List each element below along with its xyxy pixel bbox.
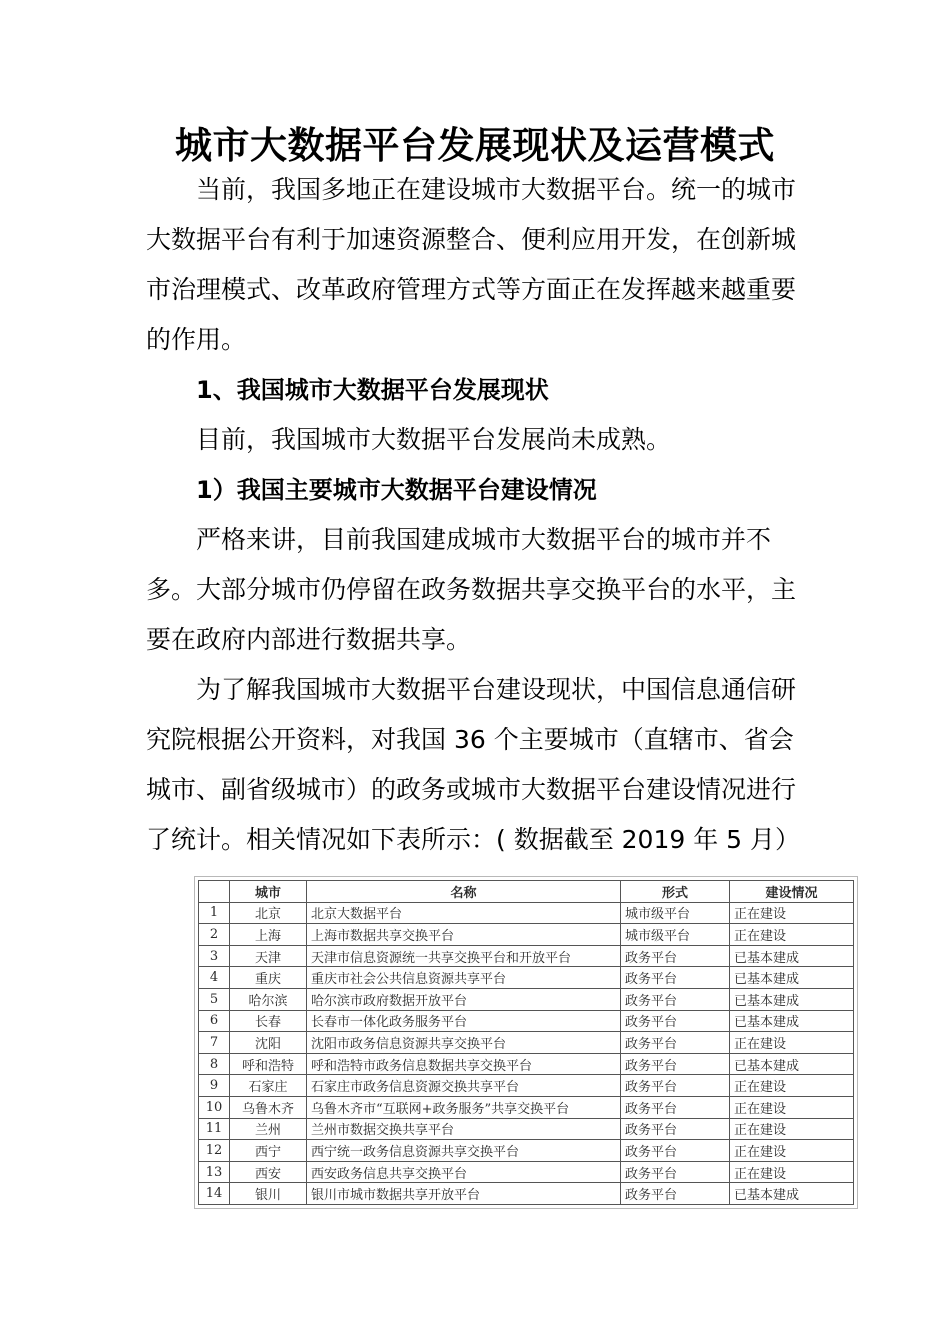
- table-row: [199, 924, 854, 946]
- cell-city: 哈尔滨: [230, 988, 307, 1010]
- header-form: 形式: [621, 881, 730, 903]
- cell-city: 长春: [230, 1010, 307, 1032]
- cell-status: 正在建设: [730, 1032, 854, 1054]
- cell-platform-name: 沈阳市政务信息资源共享交换平台: [307, 1032, 621, 1054]
- cell-index: 10: [199, 1096, 230, 1118]
- table-header-row: [199, 881, 854, 903]
- cell-form: 政务平台: [621, 1075, 730, 1097]
- cell-index: 2: [199, 924, 230, 946]
- table-row: [199, 1010, 854, 1032]
- table-row: [199, 902, 854, 924]
- cell-index: 9: [199, 1075, 230, 1097]
- cell-city: 重庆: [230, 967, 307, 989]
- table-row: [199, 967, 854, 989]
- cell-status: 正在建设: [730, 924, 854, 946]
- cell-form: 政务平台: [621, 945, 730, 967]
- cell-index: 8: [199, 1053, 230, 1075]
- section-heading-1: 1、我国城市大数据平台发展现状: [196, 376, 549, 404]
- cell-status: 已基本建成: [730, 988, 854, 1010]
- page-title: 城市大数据平台发展现状及运营模式: [175, 123, 775, 167]
- overview-paragraph: 严格来讲，目前我国建成城市大数据平台的城市并不多。大部分城市仍停留在政务数据共享交换平台的水平，主要在政府内部进行数据共享。: [146, 525, 797, 654]
- cell-city: 天津: [230, 945, 307, 967]
- cell-platform-name: 乌鲁木齐市“互联网+政务服务”共享交换平台: [307, 1096, 621, 1118]
- cell-form: 政务平台: [621, 1140, 730, 1162]
- header-index: [199, 881, 230, 903]
- cell-index: 4: [199, 967, 230, 989]
- cell-index: 1: [199, 902, 230, 924]
- cell-platform-name: 长春市一体化政务服务平台: [307, 1010, 621, 1032]
- table-row: [199, 945, 854, 967]
- cell-form: 政务平台: [621, 1161, 730, 1183]
- cell-form: 政务平台: [621, 1032, 730, 1054]
- cell-platform-name: 西安政务信息共享交换平台: [307, 1161, 621, 1183]
- cell-city: 兰州: [230, 1118, 307, 1140]
- cell-status: 正在建设: [730, 1140, 854, 1162]
- cell-index: 6: [199, 1010, 230, 1032]
- cell-index: 5: [199, 988, 230, 1010]
- cell-status: 正在建设: [730, 1161, 854, 1183]
- survey-paragraph: 为了解我国城市大数据平台建设现状，中国信息通信研究院根据公开资料，对我国 36 个主要城市（直辖市、省会城市、副省级城市）的政务或城市大数据平台建设情况进行了统计。相关情况如下表所示：( 数据截至 2019 年 5 月）: [146, 675, 801, 854]
- cell-status: 已基本建成: [730, 945, 854, 967]
- cell-form: 政务平台: [621, 1183, 730, 1205]
- table-row: [199, 1032, 854, 1054]
- platform-table: [198, 880, 854, 1205]
- cell-status: 正在建设: [730, 1075, 854, 1097]
- cell-form: 城市级平台: [621, 902, 730, 924]
- cell-index: 14: [199, 1183, 230, 1205]
- header-name: 名称: [307, 881, 621, 903]
- cell-form: 政务平台: [621, 988, 730, 1010]
- cell-status: 已基本建成: [730, 1053, 854, 1075]
- cell-form: 政务平台: [621, 1096, 730, 1118]
- cell-form: 政务平台: [621, 1010, 730, 1032]
- table-row: [199, 1075, 854, 1097]
- table-row: [199, 1118, 854, 1140]
- cell-index: 11: [199, 1118, 230, 1140]
- status-paragraph: 目前，我国城市大数据平台发展尚未成熟。: [196, 425, 672, 454]
- cell-city: 乌鲁木齐: [230, 1096, 307, 1118]
- cell-form: 政务平台: [621, 1118, 730, 1140]
- cell-city: 上海: [230, 924, 307, 946]
- cell-platform-name: 兰州市数据交换共享平台: [307, 1118, 621, 1140]
- cell-platform-name: 哈尔滨市政府数据开放平台: [307, 988, 621, 1010]
- cell-city: 沈阳: [230, 1032, 307, 1054]
- cell-platform-name: 上海市数据共享交换平台: [307, 924, 621, 946]
- header-city: 城市: [230, 881, 307, 903]
- cell-status: 已基本建成: [730, 1010, 854, 1032]
- cell-form: 城市级平台: [621, 924, 730, 946]
- cell-platform-name: 西宁统一政务信息资源共享交换平台: [307, 1140, 621, 1162]
- cell-index: 12: [199, 1140, 230, 1162]
- header-status: 建设情况: [730, 881, 854, 903]
- cell-platform-name: 呼和浩特市政务信息数据共享交换平台: [307, 1053, 621, 1075]
- cell-city: 呼和浩特: [230, 1053, 307, 1075]
- table-row: [199, 1161, 854, 1183]
- cell-status: 已基本建成: [730, 967, 854, 989]
- cell-index: 3: [199, 945, 230, 967]
- cell-platform-name: 重庆市社会公共信息资源共享平台: [307, 967, 621, 989]
- table-body: [199, 902, 854, 1204]
- cell-platform-name: 石家庄市政务信息资源交换共享平台: [307, 1075, 621, 1097]
- table-row: [199, 1183, 854, 1205]
- cell-platform-name: 北京大数据平台: [307, 902, 621, 924]
- cell-status: 正在建设: [730, 902, 854, 924]
- cell-city: 银川: [230, 1183, 307, 1205]
- cell-city: 石家庄: [230, 1075, 307, 1097]
- table-row: [199, 1140, 854, 1162]
- cell-platform-name: 银川市城市数据共享开放平台: [307, 1183, 621, 1205]
- cell-city: 西安: [230, 1161, 307, 1183]
- cell-city: 北京: [230, 902, 307, 924]
- cell-status: 正在建设: [730, 1096, 854, 1118]
- table-row: [199, 1096, 854, 1118]
- section-heading-2: 1）我国主要城市大数据平台建设情况: [196, 476, 597, 504]
- cell-status: 正在建设: [730, 1118, 854, 1140]
- cell-index: 13: [199, 1161, 230, 1183]
- platform-table-frame: [194, 876, 858, 1209]
- cell-status: 已基本建成: [730, 1183, 854, 1205]
- table-row: [199, 988, 854, 1010]
- table-row: [199, 1053, 854, 1075]
- intro-paragraph: 当前，我国多地正在建设城市大数据平台。统一的城市大数据平台有利于加速资源整合、便利应用开发，在创新城市治理模式、改革政府管理方式等方面正在发挥越来越重要的作用。: [146, 175, 797, 354]
- cell-form: 政务平台: [621, 1053, 730, 1075]
- cell-platform-name: 天津市信息资源统一共享交换平台和开放平台: [307, 945, 621, 967]
- cell-index: 7: [199, 1032, 230, 1054]
- cell-form: 政务平台: [621, 967, 730, 989]
- cell-city: 西宁: [230, 1140, 307, 1162]
